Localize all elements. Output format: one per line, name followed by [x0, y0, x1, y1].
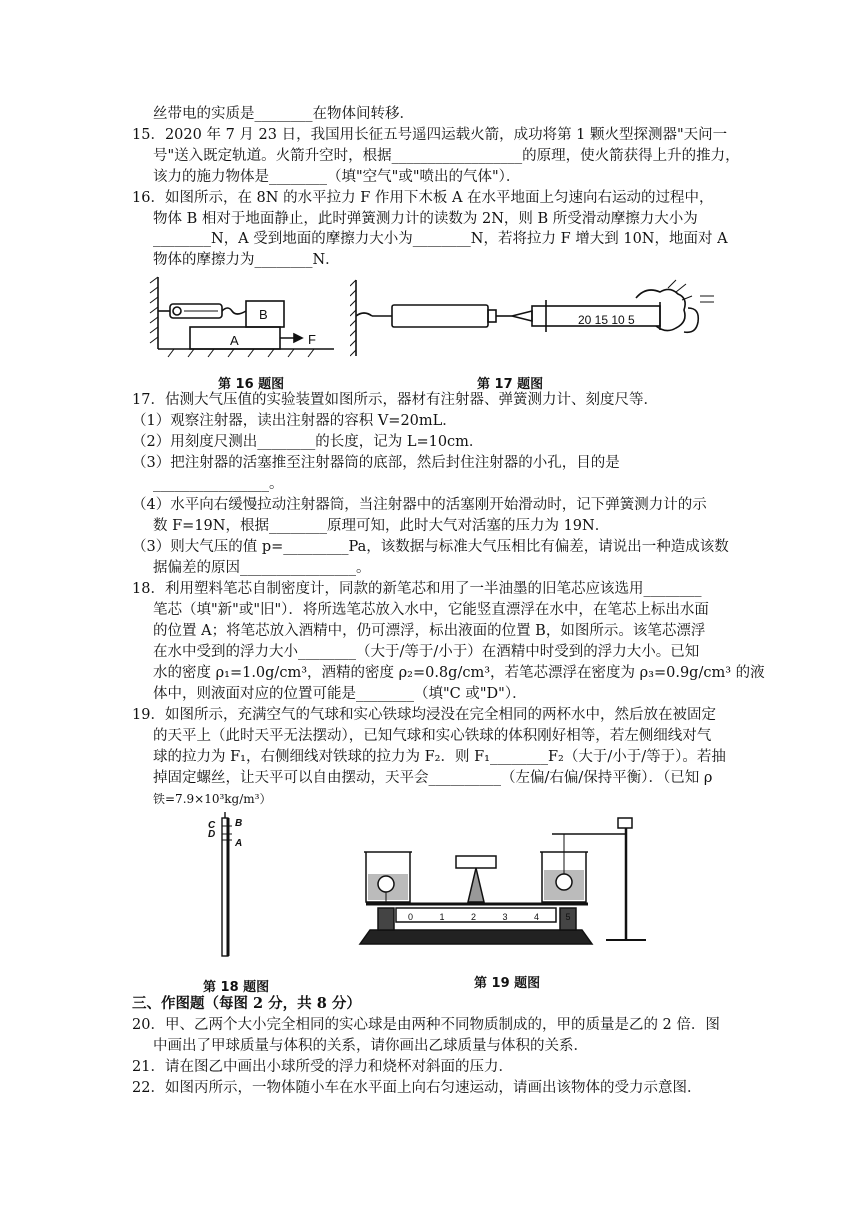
caption-fig19: 第 19 题图 [474, 976, 541, 991]
q17-line3: （2）用刻度尺测出________的长度，记为 L=10cm． [132, 434, 484, 450]
q15-line3: 该力的施力物体是________（填"空气"或"喷出的气体"）． [153, 169, 521, 185]
fig18-label-d: D [208, 829, 216, 840]
q20-line2: 中画出了甲球质量与体积的关系，请你画出乙球质量与体积的关系． [153, 1038, 588, 1054]
fig18-label-c: C [208, 820, 216, 831]
q22-line1: 22．如图丙所示，一物体随小车在水平面上向右匀速运动，请画出该物体的受力示意图． [132, 1080, 702, 1096]
q17-line1: 17．估测大气压值的实验装置如图所示，器材有注射器、弹簧测力计、刻度尺等． [132, 392, 658, 408]
figure-17 [350, 278, 720, 358]
q17-line8: （3）则大气压的值 p=_________Pa，该数据与标准大气压相比有偏差，请说出一种造成该数 [132, 539, 729, 555]
q16-line3: ________N，A 受到地面的摩擦力大小为________N，若将拉力 F 增大到 10N，地面对 A [153, 231, 728, 247]
q19-line3: 球的拉力为 F₁，右侧细线对铁球的拉力为 F₂．则 F₁________F₂（大于/小于/等于）。若抽 [153, 749, 726, 765]
q19-line1: 19．如图所示，充满空气的气球和实心铁球均浸没在完全相同的两杯水中，然后放在被固定 [132, 707, 716, 723]
q17-line6: （4）水平向右缓慢拉动注射器筒，当注射器中的活塞刚开始滑动时，记下弹簧测力计的示 [132, 497, 707, 513]
q16-line2: 物体 B 相对于地面静止，此时弹簧测力计的读数为 2N，则 B 所受滑动摩擦力大小为 [153, 211, 698, 227]
q18-line6: 体中，则液面对应的位置可能是________（填"C 或"D"）． [153, 686, 527, 702]
q17-line4: （3）把注射器的活塞推至注射器筒的底部，然后封住注射器的小孔，目的是 [132, 455, 620, 471]
q16-line4: 物体的摩擦力为________N． [153, 252, 340, 268]
q15-line1: 15．2020 年 7 月 23 日，我国用长征五号遥四运载火箭，成功将第 1 颗火型探测器"天问一 [132, 127, 728, 143]
q18-line1: 18．利用塑料笔芯自制密度计，同款的新笔芯和用了一半油墨的旧笔芯应该选用________ [132, 581, 702, 597]
fig18-label-b: B [235, 818, 243, 829]
figure-18 [200, 812, 260, 962]
q17-line7: 数 F=19N，根据________原理可知，此时大气对活塞的压力为 19N． [153, 518, 610, 534]
q18-line3: 的位置 A；将笔芯放入酒精中，仍可漂浮，标出液面的位置 B，如图所示。该笔芯漂浮 [153, 623, 706, 639]
q18-line2: 笔芯（填"新"或"旧"）．将所选笔芯放入水中，它能竖直漂浮在水中，在笔芯上标出水面 [153, 602, 709, 618]
caption-fig17: 第 17 题图 [477, 377, 544, 392]
q16-line1: 16．如图所示，在 8N 的水平拉力 F 作用下木板 A 在水平地面上匀速向右运动的过程中， [132, 190, 714, 206]
figure-19 [356, 812, 646, 958]
caption-fig16: 第 16 题图 [218, 377, 285, 392]
q14-tail: 丝带电的实质是________在物体间转移． [153, 106, 414, 122]
q19-line5: 铁=7.9×10³kg/m³） [153, 792, 272, 806]
q17-line9: 据偏差的原因________________。 [153, 560, 371, 576]
fig16-label-b: B [259, 307, 268, 322]
q17-line2: （1）观察注射器，读出注射器的容积 V=20mL． [132, 413, 457, 429]
q21-line1: 21．请在图乙中画出小球所受的浮力和烧杯对斜面的压力． [132, 1059, 513, 1075]
figure-16 [148, 273, 338, 359]
fig16-label-a: A [230, 333, 239, 348]
caption-fig18: 第 18 题图 [203, 980, 270, 995]
q19-line2: 的天平上（此时天平无法摆动），已知气球和实心铁球的体积刚好相等，若左侧细线对气 [153, 728, 712, 744]
fig16-label-f: F [308, 332, 316, 347]
section-3-heading: 三、作图题（每图 2 分，共 8 分） [132, 995, 361, 1012]
q18-line4: 在水中受到的浮力大小________（大于/等于/小于）在酒精中时受到的浮力大小。已知 [153, 644, 700, 660]
q17-line5: ________________。 [153, 476, 284, 492]
q15-line2: 号"送入既定轨道。火箭升空时，根据__________________的原理，使火箭获得上升的推力， [153, 148, 740, 164]
q20-line1: 20．甲、乙两个大小完全相同的实心球是由两种不同物质制成的，甲的质量是乙的 2 倍．图 [132, 1017, 720, 1033]
fig19-scale: 0 1 2 3 4 5 [408, 912, 583, 922]
q18-line5: 水的密度 ρ₁=1.0g/cm³，酒精的密度 ρ₂=0.8g/cm³，若笔芯漂浮在密度为 ρ₃=0.9g/cm³ 的液 [153, 665, 765, 681]
q19-line4: 掉固定螺丝，让天平可以自由摆动，天平会__________（左偏/右偏/保持平衡）．（已知 ρ [153, 770, 713, 786]
fig17-scale: 20 15 10 5 [578, 313, 635, 327]
fig18-label-a: A [235, 838, 243, 849]
